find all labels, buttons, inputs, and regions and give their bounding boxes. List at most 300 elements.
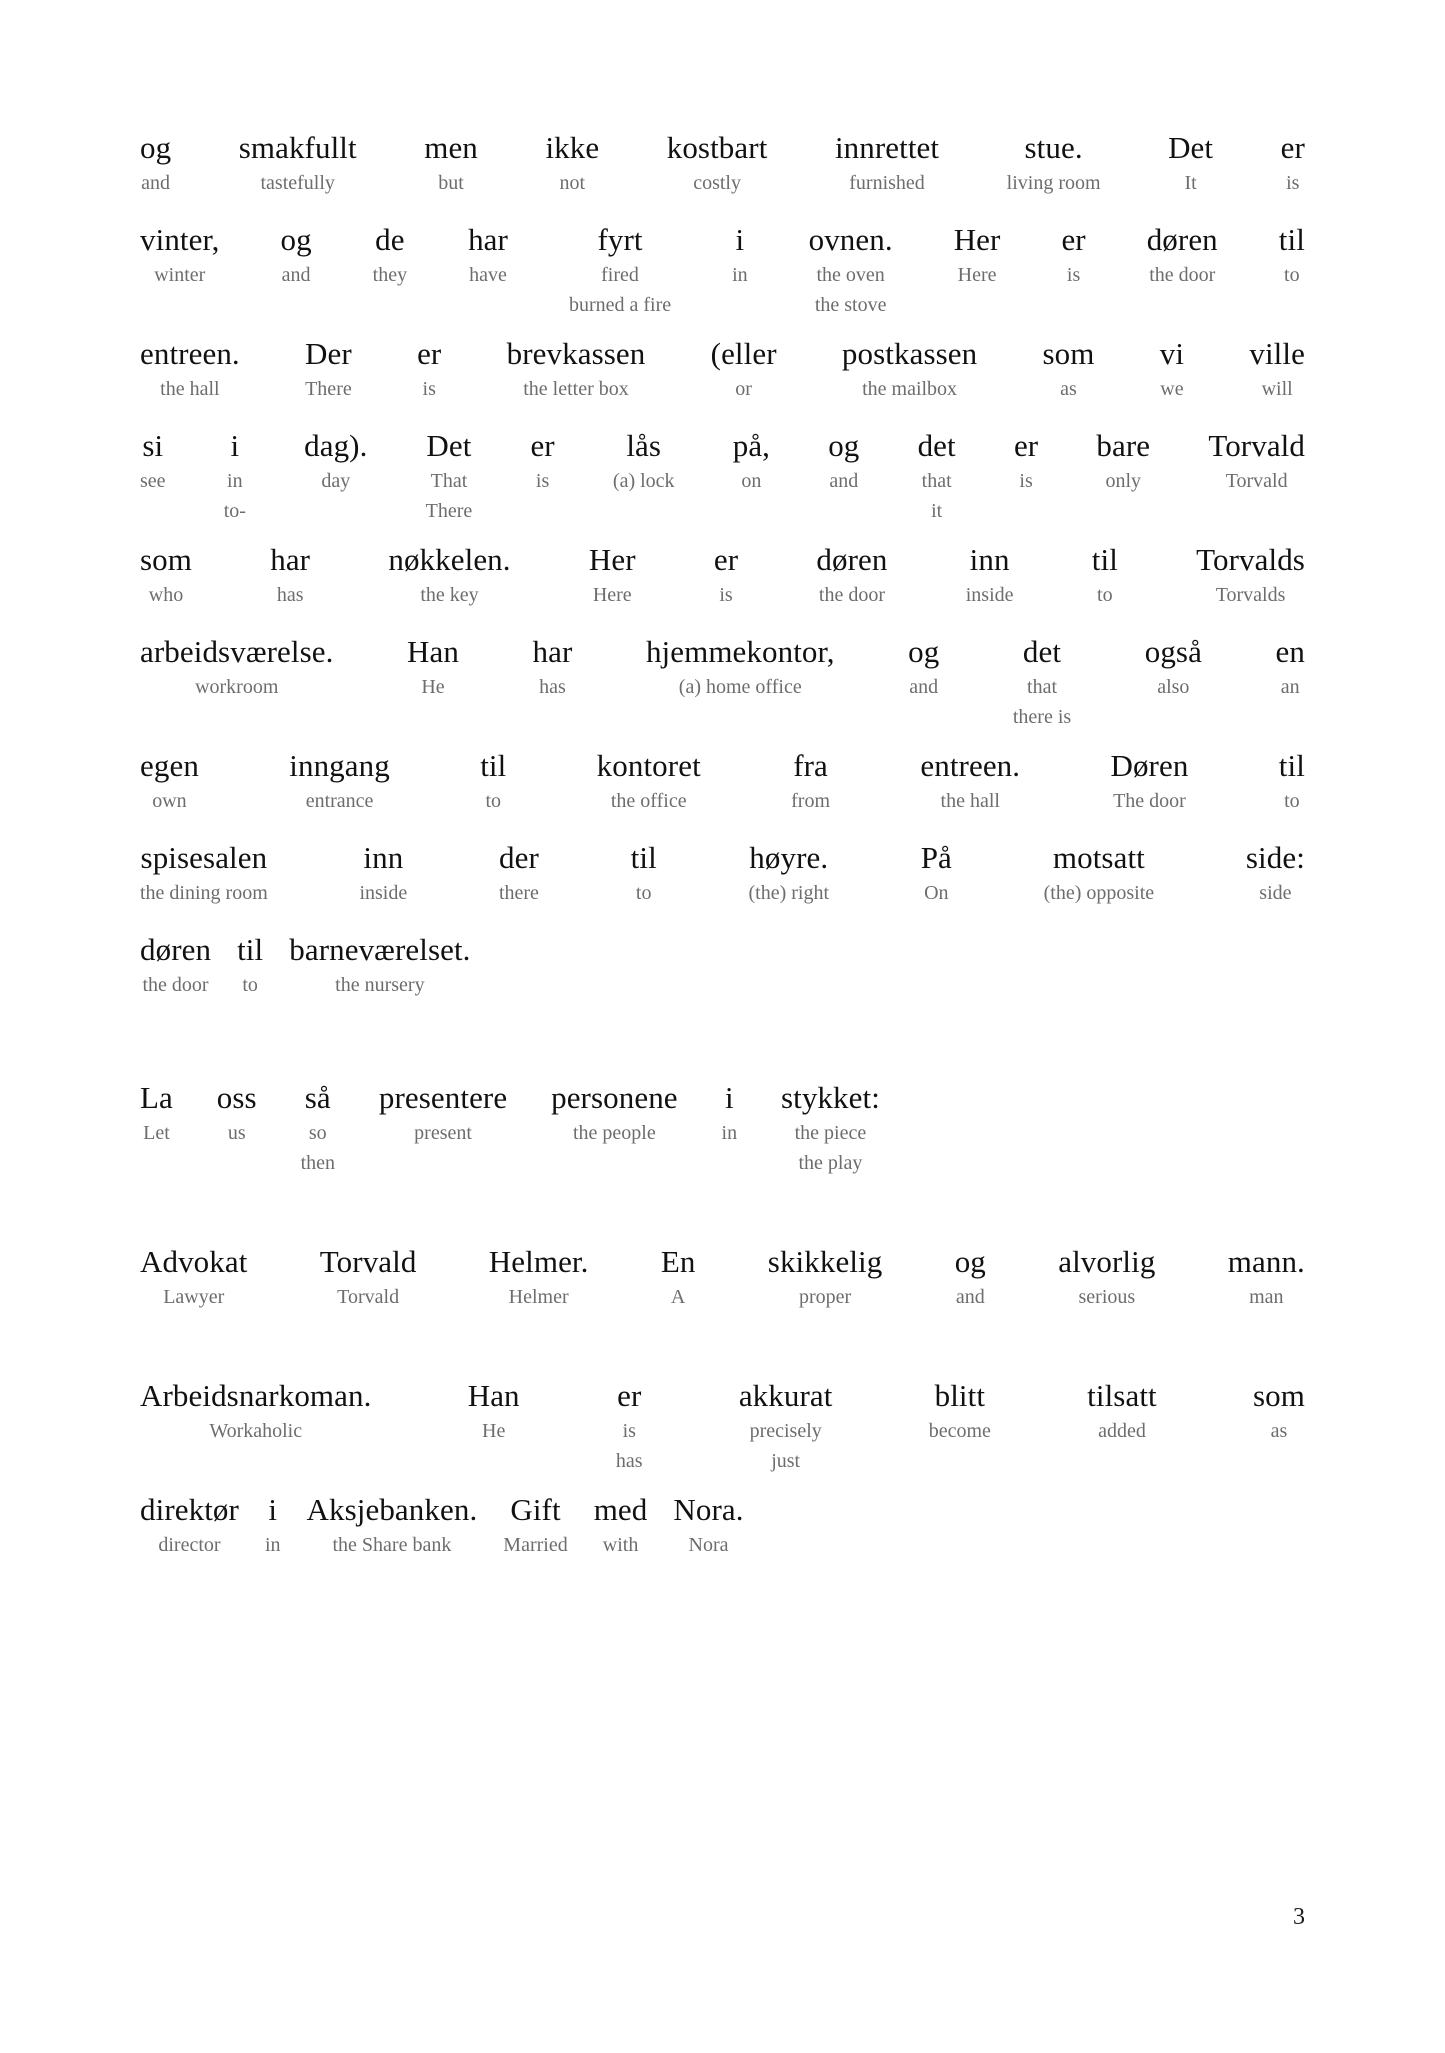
source-word: er [1013,428,1039,463]
source-word: med [593,1492,648,1527]
source-word: hjemmekontor, [645,634,835,669]
gloss-word: that [1027,676,1058,698]
source-word: Gift [510,1492,561,1527]
source-word: Torvald [1208,428,1305,463]
gloss-word: Here [957,264,997,286]
gloss-word: fired [601,264,639,286]
gloss-word: to [242,974,258,996]
gloss-word: as [1060,378,1077,400]
gloss-word: present [414,1122,472,1144]
gloss-word-column [597,746,701,816]
source-word: og [140,130,172,165]
source-word: det [1022,634,1062,669]
gloss-word-column [589,540,636,610]
gloss-word: in [732,264,748,286]
gloss-word: to [485,790,502,812]
gloss-word-column [835,128,939,198]
source-word: så [304,1080,331,1115]
gloss-word-column [140,334,240,404]
gloss-word-column [304,426,367,496]
gloss-word-column [1058,1242,1155,1312]
gloss-word-column [373,220,407,290]
gloss-line [140,540,1305,610]
source-word: er [1280,130,1305,165]
source-word: Advokat [140,1244,248,1279]
source-word: døren [816,542,888,577]
gloss-word: Torvalds [1215,584,1286,606]
source-word: har [532,634,573,669]
gloss-word-column [545,128,599,198]
gloss-word-column [1160,334,1184,404]
source-word: Han [407,634,459,669]
gloss-line [140,128,1305,198]
gloss-word: to [635,882,652,904]
gloss-word-column [239,128,357,198]
gloss-word: proper [798,1286,852,1308]
gloss-word: has [539,676,566,698]
gloss-word-column [503,1490,567,1560]
gloss-word: to [1284,790,1300,812]
gloss-word: the hall [940,790,1000,812]
gloss-word: side [1259,882,1292,904]
gloss-word-column [739,1376,833,1476]
gloss-word: an [1280,676,1300,698]
source-word: postkassen [841,336,978,371]
source-word: Torvalds [1196,542,1305,577]
source-word: motsatt [1052,840,1145,875]
gloss-word-column [270,540,310,610]
gloss-word-column [1110,746,1188,816]
gloss-word: (the) opposite [1043,882,1155,904]
source-word: akkurat [738,1378,833,1413]
gloss-word: day [321,470,351,492]
gloss-word: the hall [160,378,220,400]
gloss-line [140,1078,880,1178]
source-word: Der [305,336,352,371]
gloss-word-column [966,540,1014,610]
gloss-word: with [602,1534,639,1556]
gloss-word-column [921,838,952,908]
source-word: Aksjebanken. [306,1492,478,1527]
gloss-word-column [140,426,166,496]
source-word: er [713,542,739,577]
gloss-word-column [1279,220,1305,290]
gloss-word-column [929,1376,991,1446]
source-word: bare [1096,428,1151,463]
gloss-word: from [791,790,831,812]
gloss-word: have [469,264,507,286]
gloss-word-column [673,1490,743,1560]
source-word: kostbart [666,130,768,165]
source-word: Her [588,542,636,577]
gloss-word: There [305,378,352,400]
gloss-word: man [1249,1286,1284,1308]
gloss-word-column [828,426,859,496]
source-word: er [530,428,555,463]
gloss-word: director [158,1534,221,1556]
gloss-word-column [1061,220,1085,290]
gloss-word: Torvald [1225,470,1288,492]
gloss-line [140,1376,1305,1476]
gloss-word-column [424,128,478,198]
source-word: barneværelset. [289,932,471,967]
gloss-word: entrance [305,790,374,812]
gloss-word: so [308,1122,327,1144]
source-word: høyre. [749,840,829,875]
gloss-word: only [1105,470,1142,492]
source-word: og [908,634,940,669]
source-word: Døren [1110,748,1189,783]
gloss-word-column [140,746,199,816]
source-word: er [617,1378,642,1413]
gloss-word: Workaholic [209,1420,303,1442]
source-word: La [140,1080,173,1115]
gloss-word: but [438,172,464,194]
gloss-word: the door [142,974,209,996]
gloss-word: will [1261,378,1293,400]
gloss-word: Lawyer [163,1286,225,1308]
gloss-word-column [1249,334,1305,404]
gloss-word-column [616,1376,643,1476]
gloss-word: Helmer [508,1286,569,1308]
gloss-word-alternate: there is [1012,706,1072,728]
source-word: Torvald [319,1244,417,1279]
source-word: egen [140,748,199,783]
source-word: ville [1249,336,1305,371]
gloss-word-column [480,746,506,816]
gloss-word-column [224,426,246,526]
gloss-word-alternate: the play [798,1152,863,1174]
gloss-line [140,1490,1305,1560]
gloss-word: or [735,378,752,400]
source-word: til [1278,222,1305,257]
gloss-word: It [1184,172,1197,194]
gloss-word-column [955,1242,986,1312]
gloss-word-column [489,1242,589,1312]
gloss-word: the door [818,584,886,606]
gloss-word-column [281,220,312,290]
gloss-word-column [507,334,646,404]
gloss-word-column [533,632,573,702]
gloss-word-column [140,1242,247,1312]
source-word: entreen. [140,336,240,371]
source-word: døren [1146,222,1218,257]
source-word: spisesalen [140,840,268,875]
source-word: Her [953,222,1001,257]
gloss-word-column [140,540,192,610]
gloss-word-alternate: then [300,1152,335,1174]
source-word: har [468,222,508,257]
gloss-word: in [264,1534,281,1556]
gloss-line [140,220,1305,320]
gloss-word: the key [420,584,479,606]
gloss-word-column [307,1490,478,1560]
gloss-word: to [1284,264,1300,286]
gloss-word: there [498,882,539,904]
gloss-word-column [140,1078,173,1148]
source-word: En [660,1244,696,1279]
source-word: ikke [545,130,600,165]
gloss-word: in [721,1122,738,1144]
gloss-word-column [1279,746,1305,816]
gloss-line [140,426,1305,526]
gloss-word: own [152,790,187,812]
gloss-line [140,930,1305,1000]
source-word: inn [363,840,404,875]
source-word: til [1278,748,1305,783]
gloss-word-column [594,1490,648,1560]
source-word: lås [626,428,662,463]
source-word: inngang [289,748,390,783]
gloss-word-column [379,1078,507,1148]
gloss-word-column [1253,1376,1305,1446]
gloss-word: see [140,470,166,492]
source-word: til [480,748,507,783]
source-word: si [142,428,164,463]
gloss-word-column [722,1078,738,1148]
gloss-word-alternate: to- [223,500,246,522]
source-word: oss [216,1080,257,1115]
source-word: entreen. [920,748,1021,783]
source-word: Helmer. [488,1244,589,1279]
gloss-word-column [1013,632,1071,732]
gloss-word-column [1228,1242,1305,1312]
gloss-word: who [148,584,184,606]
source-word: og [828,428,860,463]
source-word: fra [793,748,828,783]
gloss-word-alternate: burned a fire [568,294,672,316]
gloss-word: Married [503,1534,568,1556]
gloss-word-column [359,838,407,908]
gloss-word-column [1043,334,1095,404]
gloss-word-column [791,746,830,816]
gloss-word-column [551,1078,678,1148]
gloss-word-column [1145,632,1202,702]
source-word: i [268,1492,278,1527]
gloss-word: is [535,470,550,492]
source-word: Nora. [673,1492,744,1527]
source-word: nøkkelen. [388,542,511,577]
source-word: På [920,840,952,875]
gloss-word: is [422,378,436,400]
source-word: personene [551,1080,678,1115]
gloss-word-alternate: has [615,1450,643,1472]
gloss-word-column [237,930,263,1000]
source-word: brevkassen [506,336,646,371]
source-word: presentere [378,1080,508,1115]
gloss-word: and [955,1286,985,1308]
gloss-word: and [909,676,939,698]
gloss-word: Here [592,584,632,606]
source-word: Arbeidsnarkoman. [140,1378,372,1413]
gloss-word-column [748,838,829,908]
gloss-word: and [281,264,311,286]
source-word: innrettet [834,130,940,165]
gloss-word-alternate: it [931,500,943,522]
gloss-word-column [1044,838,1155,908]
source-word: ovnen. [808,222,893,257]
gloss-word-column [1281,128,1305,198]
gloss-word-column [714,540,738,610]
gloss-word: become [928,1420,991,1442]
gloss-word-column [908,632,939,702]
source-word: tilsatt [1087,1378,1157,1413]
gloss-word: the Share bank [332,1534,452,1556]
interlinear-content [140,128,1305,1560]
source-word: blitt [934,1378,986,1413]
gloss-word-column [569,220,671,320]
gloss-word: and [829,470,859,492]
gloss-word: also [1157,676,1190,698]
gloss-word-alternate: just [771,1450,801,1472]
gloss-word-column [140,128,171,198]
gloss-word-column [388,540,510,610]
gloss-word: A [670,1286,686,1308]
gloss-word: and [141,172,171,194]
gloss-word: Nora [688,1534,729,1556]
gloss-word-column [711,334,777,404]
gloss-word: the letter box [523,378,629,400]
gloss-word: Torvald [337,1286,400,1308]
gloss-word-column [1096,426,1150,496]
gloss-word-column [781,1078,880,1178]
gloss-word-column [217,1078,257,1148]
source-word: side: [1245,840,1305,875]
gloss-word: tastefully [260,172,335,194]
source-word: (eller [710,336,777,371]
source-word: i [230,428,240,463]
gloss-word-column [499,838,539,908]
gloss-word-column [661,1242,696,1312]
gloss-word-column [732,220,748,290]
gloss-word: the mailbox [862,378,958,400]
gloss-word-alternate: There [425,500,473,522]
gloss-word-column [816,540,887,610]
gloss-word: has [276,584,304,606]
source-word: døren [140,932,212,967]
source-word: stue. [1024,130,1083,165]
gloss-word-column [265,1490,281,1560]
source-word: som [140,542,192,577]
gloss-line [140,334,1305,404]
source-word: i [724,1080,734,1115]
gloss-word: we [1160,378,1184,400]
gloss-word-column [1007,128,1101,198]
gloss-word: that [921,470,952,492]
source-word: er [417,336,442,371]
gloss-word: furnished [849,172,925,194]
gloss-word: is [1066,264,1081,286]
gloss-word-column [1208,426,1305,496]
gloss-word-column [140,632,333,702]
gloss-word: to [1097,584,1113,606]
gloss-word: He [482,1420,506,1442]
gloss-word: the office [610,790,687,812]
gloss-word-column [954,220,1001,290]
gloss-word: the door [1149,264,1216,286]
gloss-word: On [924,882,949,904]
gloss-word: is [719,584,733,606]
gloss-word: they [372,264,408,286]
gloss-word: the nursery [335,974,425,996]
gloss-word-column [1276,632,1305,702]
source-word: i [735,222,745,257]
gloss-line [140,838,1305,908]
gloss-word-column [140,930,211,1000]
page-number: 3 [1293,1904,1305,1930]
source-word: til [1091,542,1118,577]
gloss-word: inside [359,882,408,904]
source-word: til [630,840,657,875]
source-word: skikkelig [767,1244,883,1279]
gloss-word-column [320,1242,417,1312]
gloss-word: serious [1078,1286,1136,1308]
source-word: på, [732,428,771,463]
source-word: alvorlig [1058,1244,1156,1279]
gloss-word-column [646,632,835,702]
source-word: det [917,428,956,463]
gloss-word: is [1019,470,1033,492]
gloss-word-column [1196,540,1305,610]
source-word: som [1253,1378,1305,1413]
gloss-word: the oven [816,264,885,286]
gloss-word-column [1168,128,1213,198]
gloss-word-column [140,1490,239,1560]
gloss-word: precisely [749,1420,822,1442]
gloss-word: the dining room [140,882,268,904]
gloss-word-column [667,128,768,198]
gloss-word: the people [573,1122,656,1144]
gloss-word: living room [1006,172,1101,194]
gloss-word: as [1270,1420,1288,1442]
gloss-word: added [1098,1420,1146,1442]
gloss-word-column [1087,1376,1157,1446]
gloss-word-column [631,838,657,908]
gloss-word: costly [693,172,741,194]
source-word: dag). [304,428,368,463]
gloss-word-column [842,334,977,404]
gloss-word: inside [965,584,1014,606]
gloss-word: on [741,470,762,492]
gloss-word-column [613,426,675,496]
source-word: direktør [140,1492,239,1527]
gloss-word-column [733,426,770,496]
gloss-word-column [1092,540,1118,610]
source-word: Han [467,1378,520,1413]
gloss-word-column [918,426,956,526]
gloss-word: That [430,470,468,492]
gloss-word-column [305,334,352,404]
gloss-word-column [140,838,268,908]
gloss-word-alternate: the stove [814,294,887,316]
gloss-word: winter [154,264,206,286]
source-word: der [499,840,539,875]
gloss-word-column [530,426,554,496]
source-word: Det [1168,130,1214,165]
gloss-word: The door [1113,790,1186,812]
source-word: men [424,130,478,165]
source-word: smakfullt [238,130,357,165]
source-word: stykket: [780,1080,880,1115]
gloss-word-column [417,334,441,404]
source-word: også [1144,634,1202,669]
gloss-word: (the) right [748,882,830,904]
gloss-word-column [426,426,473,526]
gloss-word-column [1014,426,1038,496]
gloss-word-column [289,930,470,1000]
gloss-line [140,1242,1305,1312]
gloss-word-column [407,632,459,702]
